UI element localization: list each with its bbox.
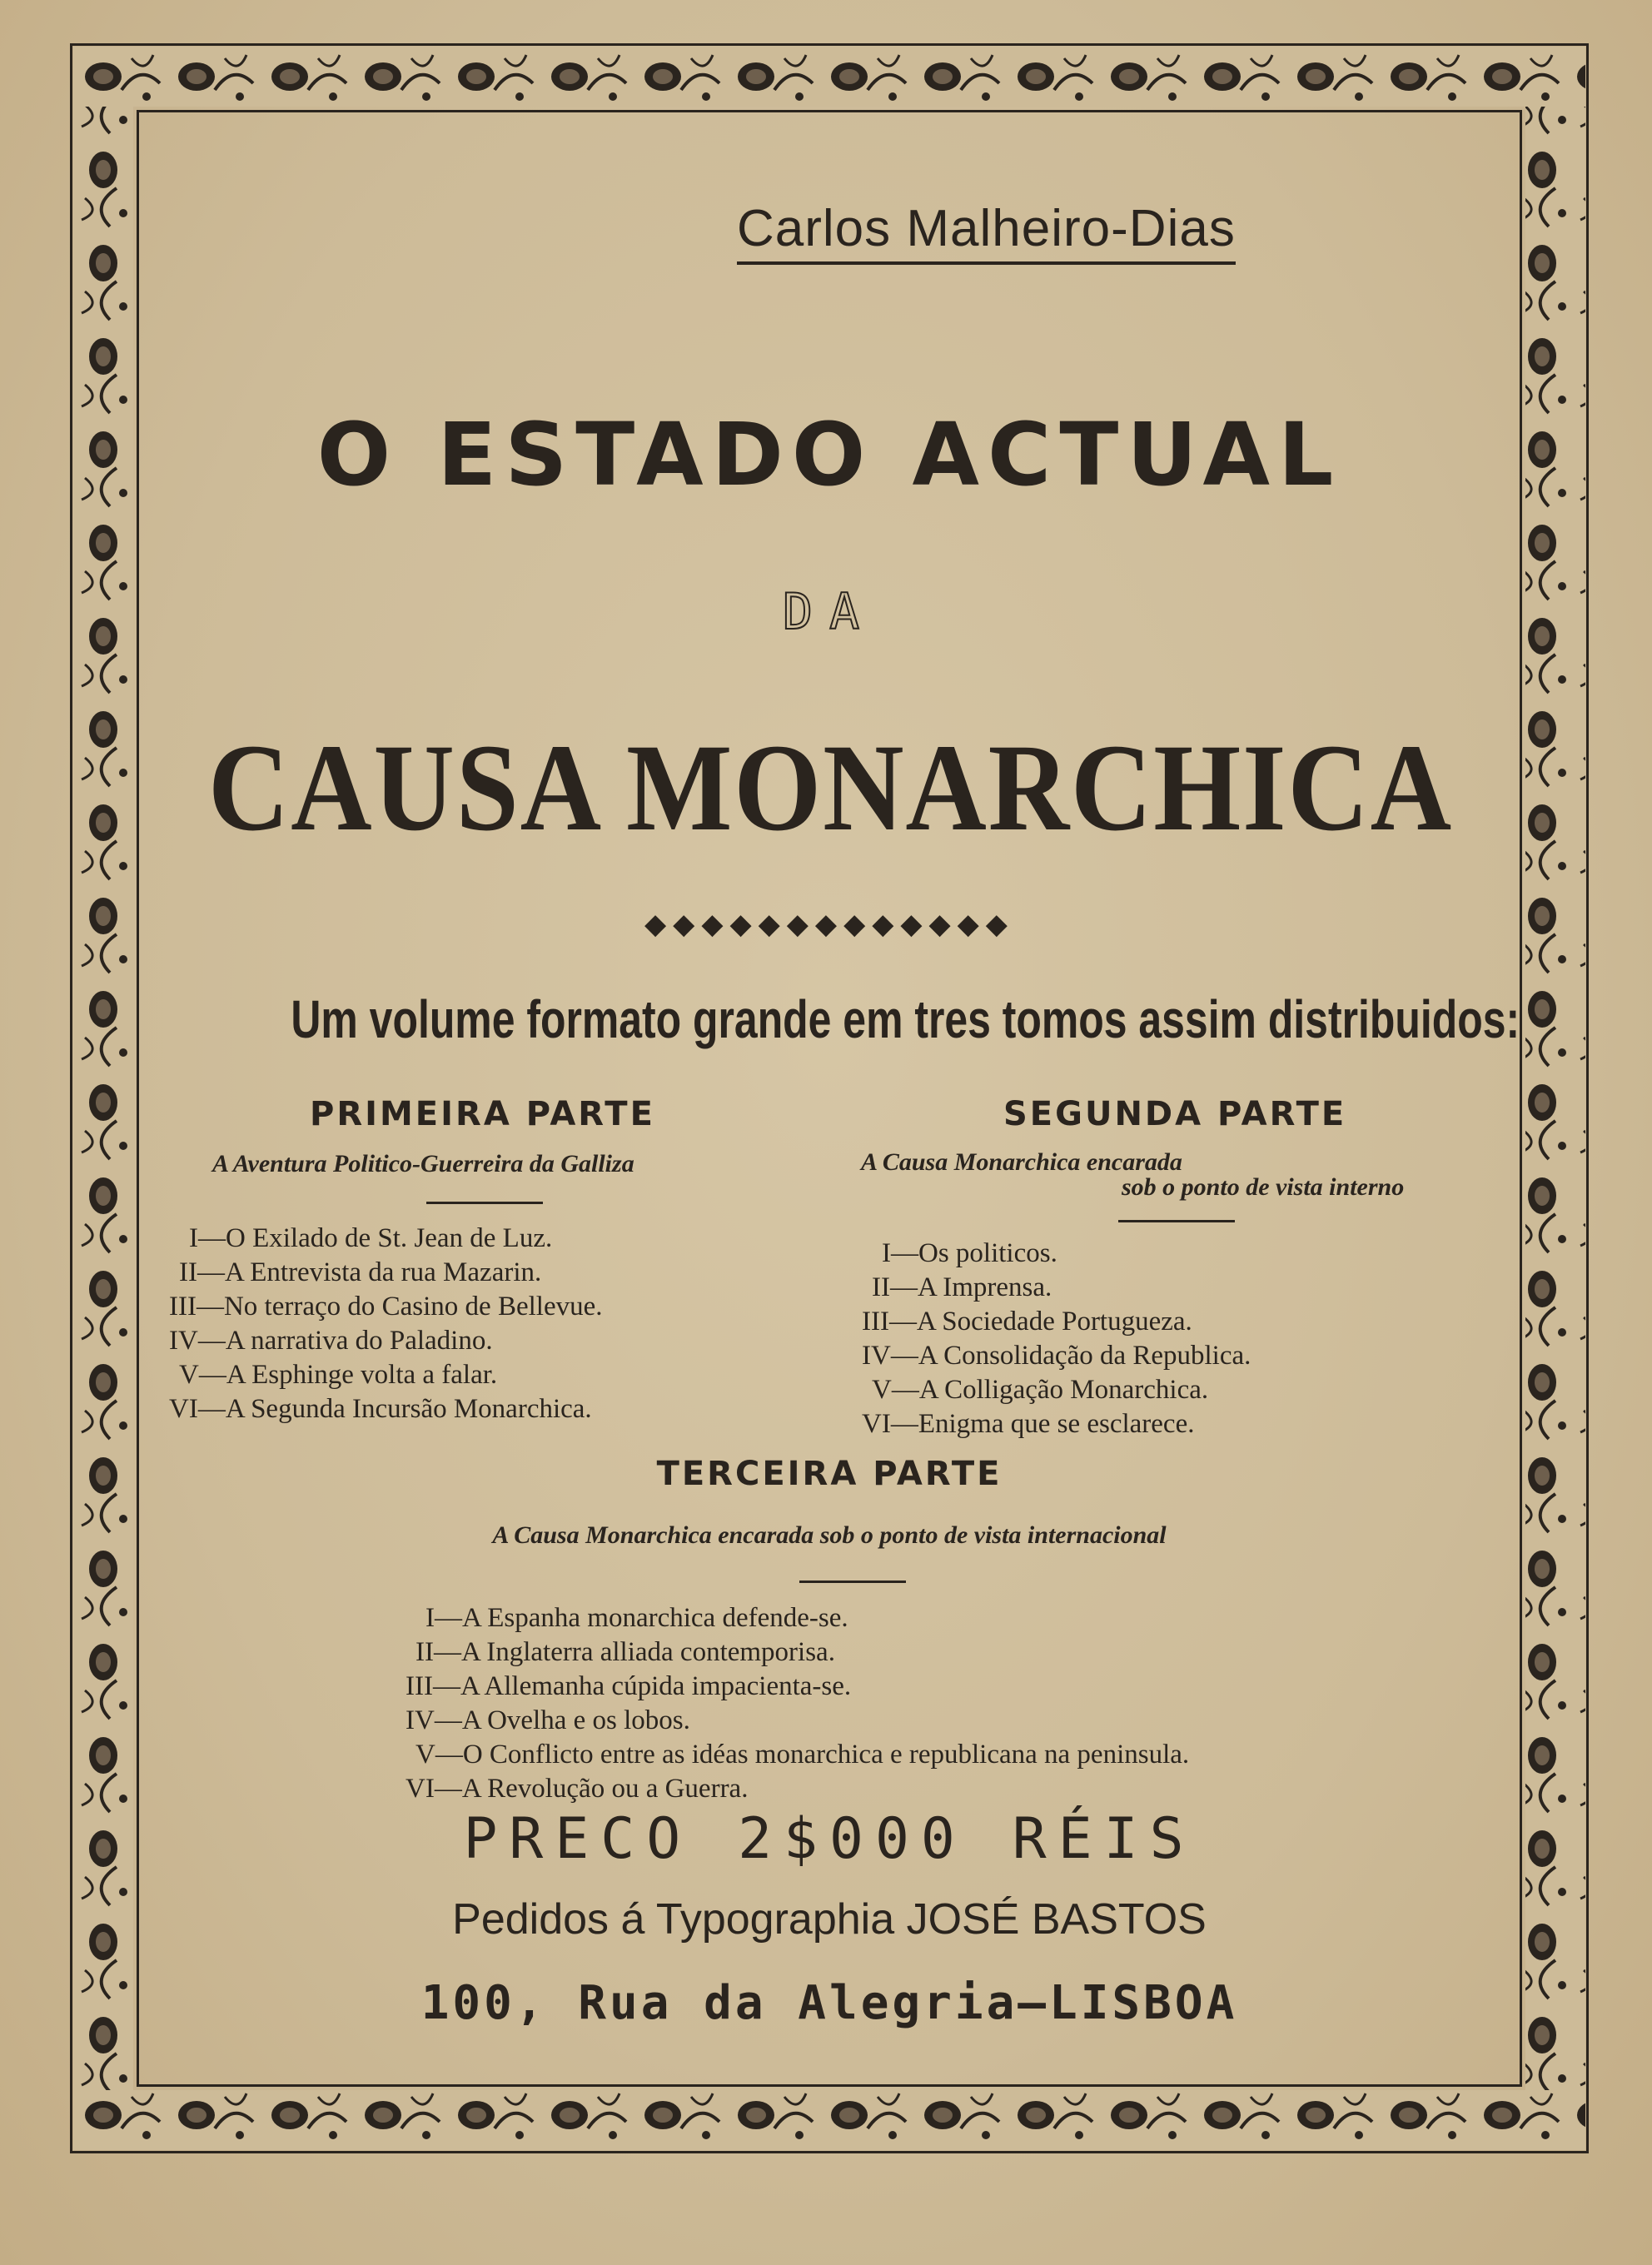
author-name: Carlos Malheiro-Dias [737, 199, 1236, 265]
list-item: I—O Exilado de St. Jean de Luz. [189, 1223, 553, 1253]
list-item: IV—A Ovelha e os lobos. [406, 1705, 690, 1735]
list-item: V—A Colligação Monarchica. [872, 1375, 1209, 1405]
part-3-heading: TERCEIRA PARTE [656, 1455, 1003, 1493]
price-line: PRECO 2$000 RÉIS [463, 1806, 1196, 1872]
address-line: 100, Rua da Alegria—LISBOA [420, 1976, 1238, 2030]
list-item: II—A Inglaterra alliada contemporisa. [415, 1637, 835, 1667]
poster-content [139, 112, 1520, 2084]
list-item: V—A Esphinge volta a falar. [179, 1360, 498, 1390]
part-1-rule [426, 1202, 543, 1204]
diamond-divider: ◆◆◆◆◆◆◆◆◆◆◆◆◆ [644, 908, 1014, 941]
list-item: V—O Conflicto entre as idéas monarchica e republicana na peninsula. [415, 1740, 1190, 1770]
list-item: II—A Entrevista da rua Mazarin. [179, 1257, 542, 1287]
list-item: III—A Sociedade Portugueza. [862, 1307, 1192, 1337]
part-2-subheading-line-1: A Causa Monarchica encarada [861, 1148, 1182, 1176]
list-item: II—A Imprensa. [872, 1272, 1052, 1302]
title-line-3: CAUSA MONARCHICA [207, 719, 1453, 857]
list-item: VI—A Segunda Incursão Monarchica. [169, 1394, 592, 1424]
list-item: I—A Espanha monarchica defende-se. [425, 1603, 848, 1633]
part-2-subheading-line-2: sob o ponto de vista interno [1122, 1173, 1405, 1201]
part-2-heading: SEGUNDA PARTE [1003, 1095, 1347, 1133]
list-item: VI—A Revolução ou a Guerra. [406, 1774, 749, 1804]
list-item: IV—A Consolidação da Republica. [862, 1341, 1251, 1371]
list-item: VI—Enigma que se esclarece. [862, 1409, 1195, 1439]
list-item: III—No terraço do Casino de Bellevue. [169, 1292, 603, 1322]
part-1-subheading: A Aventura Politico-Guerreira da Galliza [212, 1150, 634, 1177]
list-item: I—Os politicos. [882, 1238, 1057, 1268]
title-line-1: O ESTADO ACTUAL [316, 404, 1342, 505]
part-2-rule [1118, 1220, 1235, 1222]
part-2-list [862, 1237, 1361, 1441]
part-3-list [406, 1601, 1405, 1806]
part-1-list [169, 1222, 635, 1426]
orders-line: Pedidos á Typographia JOSÉ BASTOS [452, 1895, 1207, 1944]
part-1-heading: PRIMEIRA PARTE [310, 1095, 655, 1133]
part-3-rule [799, 1581, 906, 1583]
list-item: III—A Allemanha cúpida impacienta-se. [406, 1671, 852, 1701]
part-3-subheading: A Causa Monarchica encarada sob o ponto de vista internacional [492, 1521, 1167, 1549]
list-item: IV—A narrativa do Paladino. [169, 1326, 493, 1356]
title-line-2: DA [782, 583, 877, 641]
volume-description: Um volume formato grande em tres tomos assim distribuidos: [291, 989, 1520, 1049]
